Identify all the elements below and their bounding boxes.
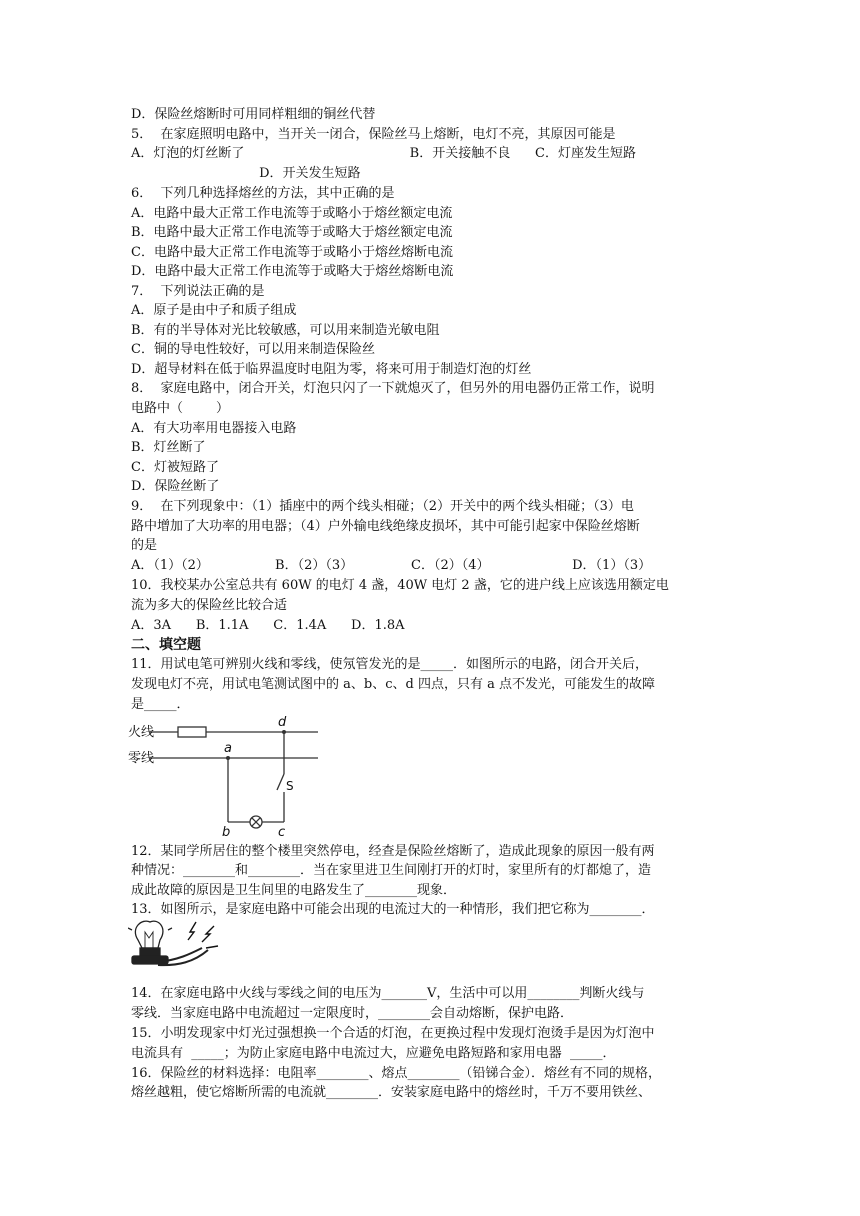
line-q8-option-a: A．有大功率用电器接入电路: [131, 421, 297, 436]
node-d: [282, 730, 286, 734]
line-q5-stem: 5． 在家庭照明电路中，当开关一闭合，保险丝马上熔断，电灯不亮，其原因可能是: [131, 127, 616, 142]
point-d-label: d: [278, 715, 287, 730]
circuit-diagram: [128, 712, 324, 838]
line-q10-stem: 10．我校某办公室总共有 60W 的电灯 4 盏，40W 电灯 2 盏，它的进户线上应该选用额定电: [131, 578, 669, 593]
fuse-icon: [178, 727, 206, 737]
line-q12-stem-cont: 种情况：________和________．当在家里进卫生间刚打开的灯时，家里所有的灯都熄了，造: [131, 863, 652, 878]
line-q7-option-c: C．铜的导电性较好，可以用来制造保险丝: [131, 342, 375, 357]
section-title-fill-in: 二、填空题: [131, 637, 201, 653]
line-q8-stem-cont: 电路中（ ）: [131, 401, 230, 416]
line-q7-option-a: A．原子是由中子和质子组成: [131, 303, 297, 318]
line-q11-stem-end: 是_____．: [131, 697, 190, 712]
switch-label: S: [286, 779, 294, 793]
line-q8-option-d: D．保险丝断了: [131, 479, 220, 494]
line-q10-options: A．3A B．1.1A C．1.4A D．1.8A: [131, 618, 405, 633]
neutral-wire-label: 零线: [128, 751, 155, 766]
bulb-icon: [135, 921, 163, 948]
short-circuit-figure: [128, 918, 238, 980]
line-q7-option-b: B．有的半导体对光比较敏感，可以用来制造光敏电阻: [131, 323, 440, 338]
line-q6-option-a: A．电路中最大正常工作电流等于或略小于熔丝额定电流: [131, 206, 453, 221]
line-q15-stem-cont: 电流具有 _____；为防止家庭电路中电流过大，应避免电路短路和家用电器 _____．: [131, 1046, 616, 1061]
line-q8-option-b: B．灯丝断了: [131, 440, 206, 455]
line-q12-stem: 12．某同学所居住的整个楼里突然停电，经查是保险丝熔断了，造成此现象的原因一般有两: [131, 844, 655, 859]
line-q10-stem-cont: 流为多大的保险丝比较合适: [131, 598, 288, 613]
line-q6-option-c: C．电路中最大正常工作电流等于或略小于熔丝熔断电流: [131, 245, 453, 260]
line-q15-stem: 15．小明发现家中灯光过强想换一个合适的灯泡，在更换过程中发现灯泡烫手是因为灯泡中: [131, 1026, 655, 1041]
spark-icon: [188, 922, 218, 948]
line-q9-stem-end: 的是: [131, 538, 158, 553]
line-q6-option-b: B．电路中最大正常工作电流等于或略大于熔丝额定电流: [131, 225, 453, 240]
point-c-label: c: [278, 825, 286, 838]
line-q7-stem: 7． 下列说法正确的是: [131, 284, 265, 299]
switch-icon: [277, 774, 284, 790]
line-q14-stem-cont: 零线．当家庭电路中电流超过一定限度时，________会自动熔断，保护电路．: [131, 1006, 574, 1021]
line-q11-stem: 11．用试电笔可辨别火线和零线，使氖管发光的是_____．如图所示的电路，闭合开关后，: [131, 657, 649, 672]
line-q6-stem: 6． 下列几种选择熔丝的方法，其中正确的是: [131, 186, 395, 201]
line-q4-option-d: D．保险丝熔断时可用同样粗细的铜丝代替: [131, 107, 376, 122]
line-q13-stem: 13．如图所示，是家庭电路中可能会出现的电流过大的一种情形，我们把它称为________．: [131, 902, 655, 917]
line-q16-stem-cont: 熔丝越粗，使它熔断所需的电流就________．安装家庭电路中的熔丝时，千万不要用铁丝、: [131, 1085, 652, 1100]
line-q9-stem-cont: 路中增加了大功率的用电器；（4）户外输电线绝缘皮损坏，其中可能引起家中保险丝熔断: [131, 519, 640, 534]
line-q16-stem: 16．保险丝的材料选择：电阻率________、熔点________（铅锑合金）．熔丝有不同的规格，: [131, 1066, 662, 1081]
line-q8-option-c: C．灯被短路了: [131, 460, 219, 475]
line-q7-option-d: D．超导材料在低于临界温度时电阻为零，将来可用于制造灯泡的灯丝: [131, 362, 532, 377]
point-a-label: a: [224, 741, 232, 756]
point-b-label: b: [222, 825, 231, 838]
live-wire-label: 火线: [128, 725, 155, 740]
line-q5-options-abc: A．灯泡的灯丝断了 B．开关接触不良 C．灯座发生短路: [131, 146, 636, 161]
line-q6-option-d: D．电路中最大正常工作电流等于或略大于熔丝熔断电流: [131, 264, 454, 279]
line-q12-stem-end: 成此故障的原因是卫生间里的电路发生了________现象．: [131, 883, 457, 898]
line-q9-options: A．（1）（2） B．（2）（3） C．（2）（4） D．（1）（3）: [131, 558, 652, 573]
line-q5-option-d: D．开关发生短路: [131, 166, 361, 181]
line-q9-stem: 9． 在下列现象中：（1）插座中的两个线头相碰；（2）开关中的两个线头相碰；（3）电: [131, 499, 634, 514]
line-q8-stem: 8． 家庭电路中，闭合开关，灯泡只闪了一下就熄灭了，但另外的用电器仍正常工作，说明: [131, 381, 655, 396]
lamp-base-icon: [132, 956, 168, 964]
line-q14-stem: 14．在家庭电路中火线与零线之间的电压为_______V，生活中可以用________判断火线与: [131, 986, 645, 1001]
node-a: [226, 756, 230, 760]
line-q11-stem-cont: 发现电灯不亮，用试电笔测试图中的 a、b、c、d 四点，只有 a 点不发光，可能发生的故障: [131, 677, 655, 692]
